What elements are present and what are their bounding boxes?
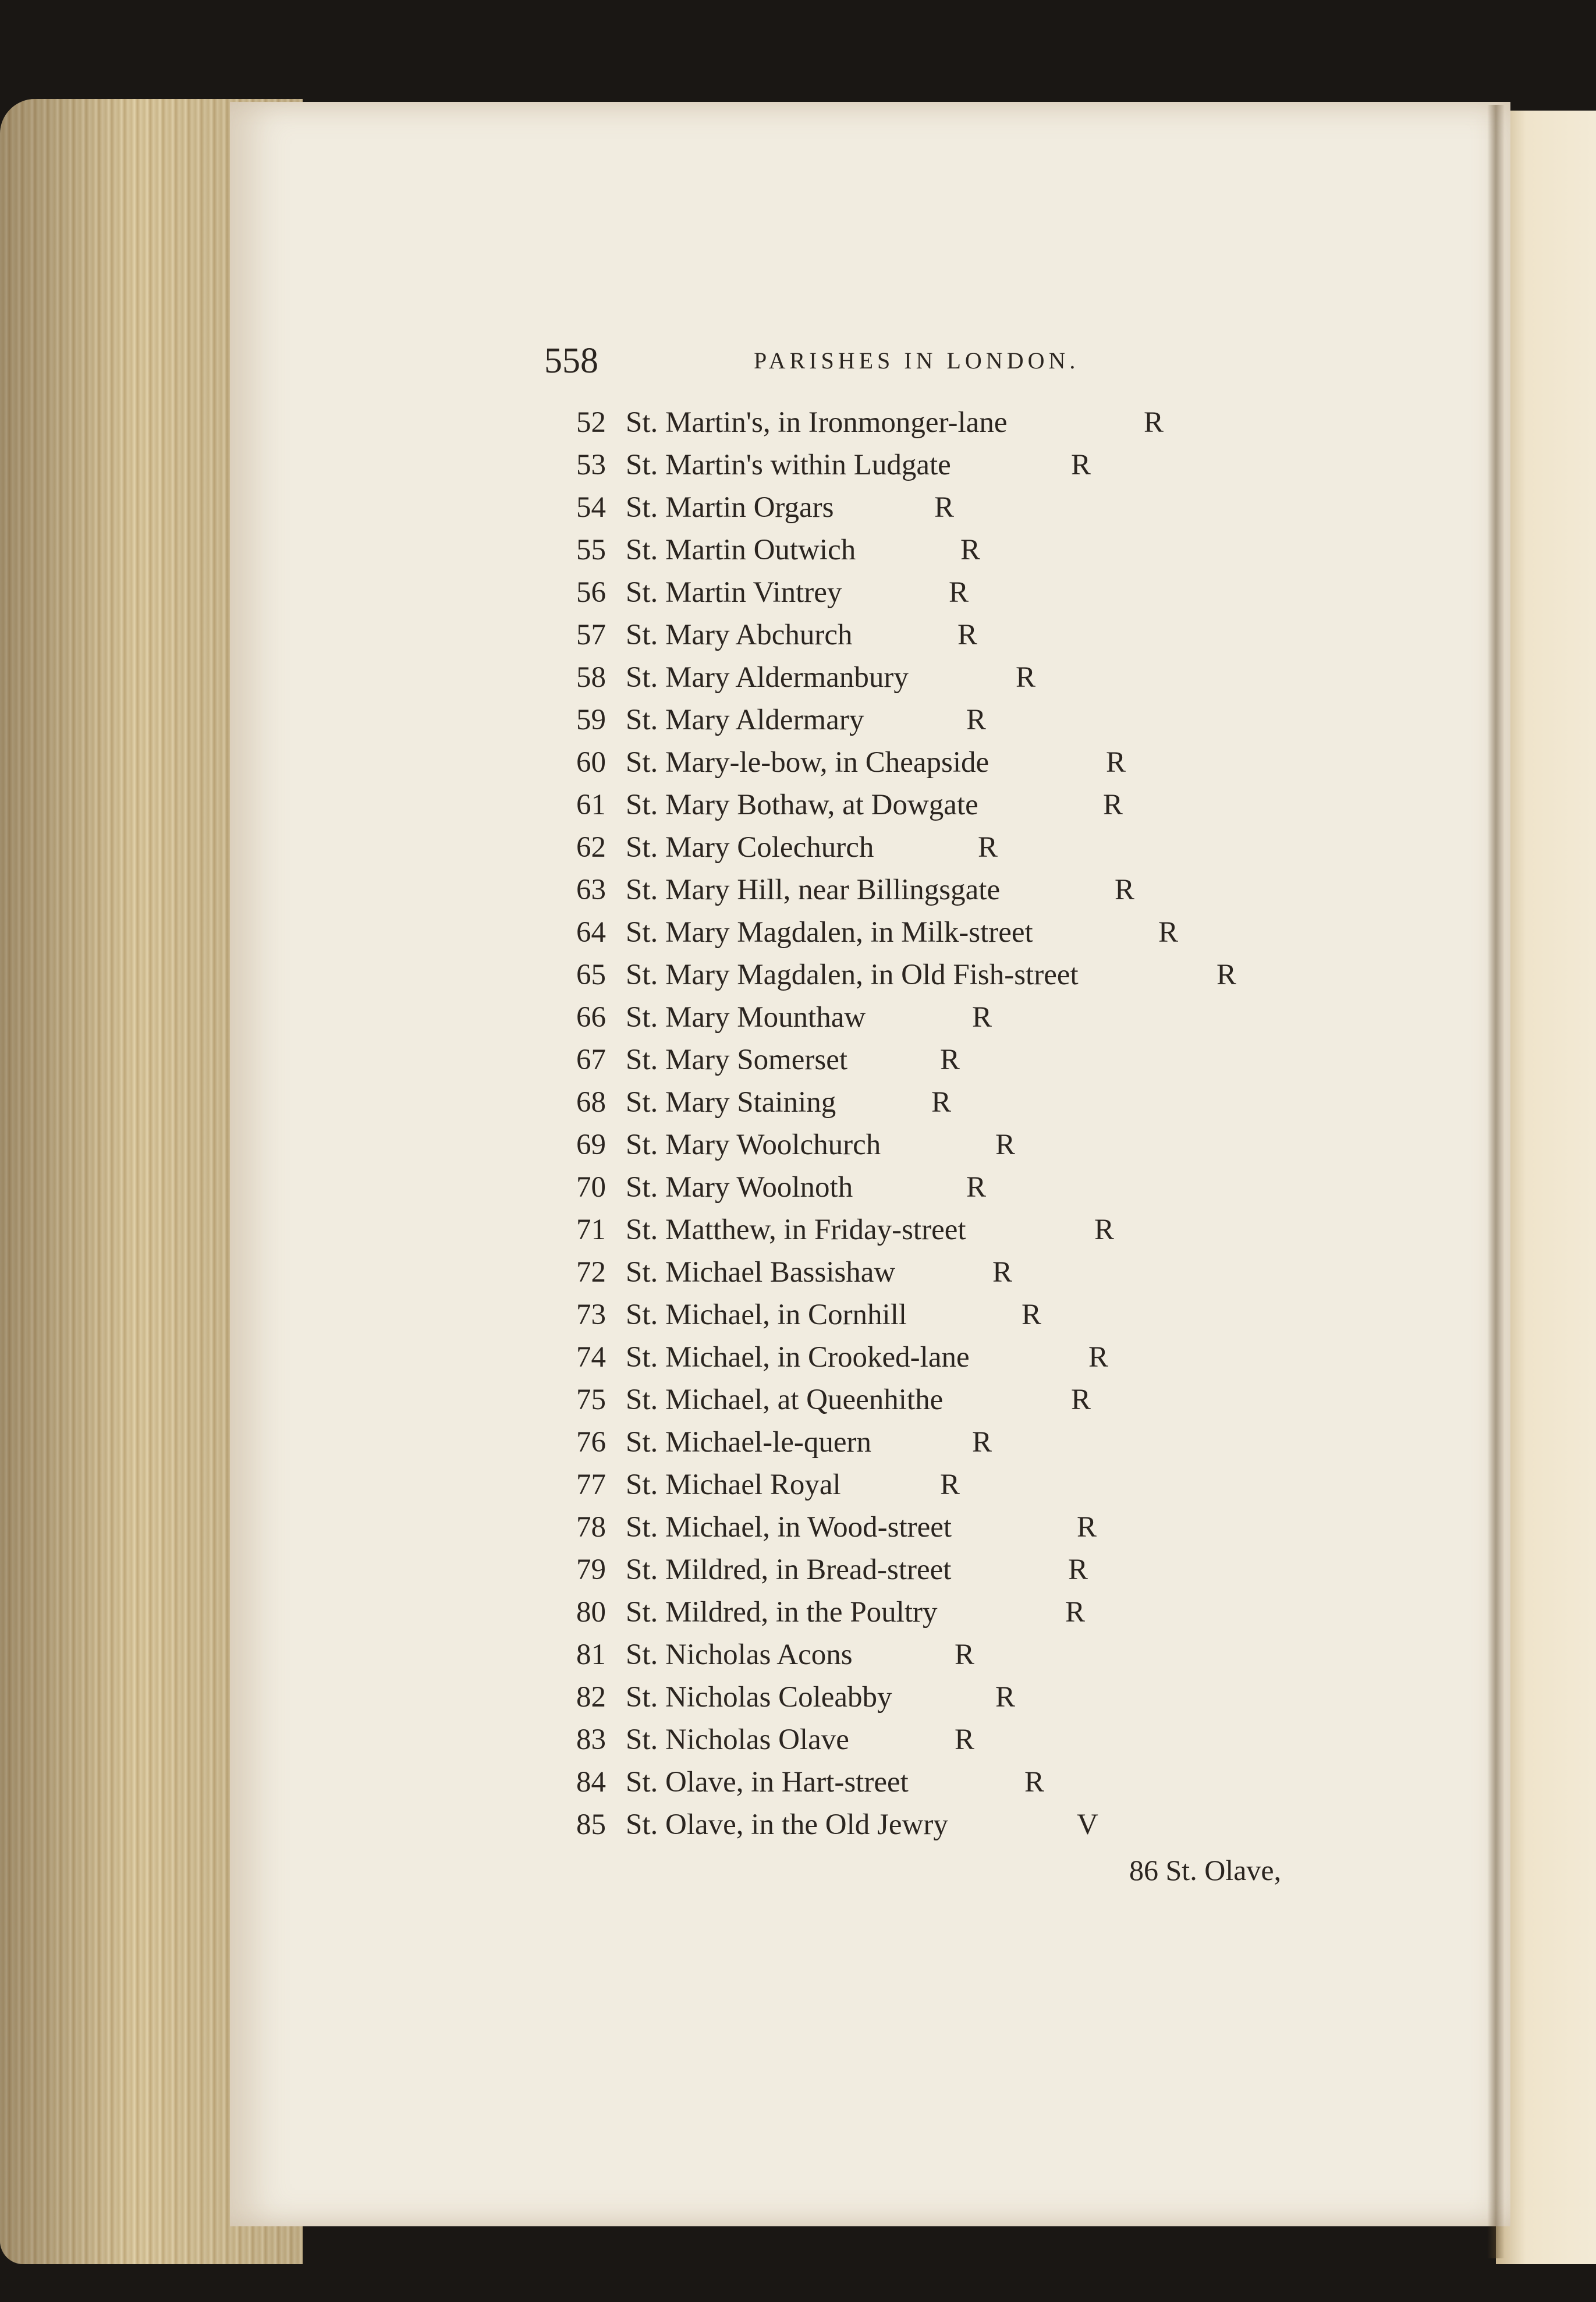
entry-number: 61 xyxy=(576,789,606,821)
list-item xyxy=(576,827,1391,869)
entry-mark: R xyxy=(1144,406,1164,439)
entry-number: 83 xyxy=(576,1723,606,1756)
entry-name: St. Michael, in Crooked-lane xyxy=(626,1341,970,1374)
list-item xyxy=(576,1464,1391,1506)
entry-name: St. Mary Aldermary xyxy=(626,704,864,736)
entry-mark: R xyxy=(972,1426,992,1459)
list-item xyxy=(576,869,1391,911)
entry-name: St. Olave, in the Old Jewry xyxy=(626,1808,948,1841)
entry-number: 58 xyxy=(576,661,606,694)
entry-number: 84 xyxy=(576,1766,606,1799)
entry-name: St. Nicholas Olave xyxy=(626,1723,849,1756)
list-item xyxy=(576,742,1391,784)
entry-name: St. Mary Somerset xyxy=(626,1044,848,1076)
entry-mark: R xyxy=(1158,916,1179,949)
entry-number: 55 xyxy=(576,534,606,566)
list-item xyxy=(576,402,1391,444)
entry-name: St. Mary Magdalen, in Old Fish-street xyxy=(626,959,1079,991)
entry-mark: R xyxy=(1022,1299,1042,1331)
list-item xyxy=(576,1591,1391,1634)
list-item xyxy=(576,1506,1391,1549)
book-gutter xyxy=(1487,105,1505,2258)
entry-number: 69 xyxy=(576,1129,606,1161)
entry-mark: R xyxy=(1106,746,1126,779)
entry-name: St. Mary Staining xyxy=(626,1086,836,1119)
entry-name: St. Michael Bassishaw xyxy=(626,1256,896,1289)
list-item xyxy=(576,1336,1391,1379)
entry-name: St. Mary Woolnoth xyxy=(626,1171,853,1204)
list-item xyxy=(576,1124,1391,1166)
entry-name: St. Mary Bothaw, at Dowgate xyxy=(626,789,978,821)
entry-number: 70 xyxy=(576,1171,606,1204)
list-item xyxy=(576,911,1391,954)
entry-number: 81 xyxy=(576,1638,606,1671)
list-item xyxy=(576,699,1391,742)
entry-number: 63 xyxy=(576,874,606,906)
entry-number: 66 xyxy=(576,1001,606,1034)
entry-mark: R xyxy=(995,1129,1016,1161)
entry-name: St. Nicholas Acons xyxy=(626,1638,853,1671)
entry-name: St. Mary Aldermanbury xyxy=(626,661,909,694)
entry-mark: R xyxy=(934,491,955,524)
entry-number: 56 xyxy=(576,576,606,609)
entry-number: 72 xyxy=(576,1256,606,1289)
entry-mark: R xyxy=(931,1086,952,1119)
list-item xyxy=(576,1421,1391,1464)
entry-mark: R xyxy=(1071,449,1091,481)
entry-name: St. Martin Orgars xyxy=(626,491,834,524)
entry-number: 77 xyxy=(576,1469,606,1501)
entry-number: 78 xyxy=(576,1511,606,1544)
entry-number: 75 xyxy=(576,1384,606,1416)
entry-name: St. Mary Abchurch xyxy=(626,619,853,651)
entry-mark: R xyxy=(1103,789,1123,821)
entry-name: St. Mary Magdalen, in Milk-street xyxy=(626,916,1033,949)
entry-name: St. Martin's within Ludgate xyxy=(626,449,951,481)
entry-number: 71 xyxy=(576,1214,606,1246)
entry-mark: R xyxy=(1071,1384,1091,1416)
entry-mark: R xyxy=(949,576,969,609)
entry-name: St. Mary-le-bow, in Cheapside xyxy=(626,746,989,779)
running-head: PARISHES IN LONDON. xyxy=(754,347,1080,374)
entry-mark: R xyxy=(1216,959,1237,991)
entry-mark: R xyxy=(955,1723,975,1756)
entry-mark: R xyxy=(955,1638,975,1671)
list-item xyxy=(576,572,1391,614)
list-item xyxy=(576,1549,1391,1591)
entry-mark: R xyxy=(992,1256,1013,1289)
entry-number: 59 xyxy=(576,704,606,736)
entry-name: St. Michael Royal xyxy=(626,1469,841,1501)
entry-name: St. Martin Outwich xyxy=(626,534,856,566)
entry-mark: R xyxy=(978,831,998,864)
entry-mark: V xyxy=(1077,1808,1098,1841)
entry-number: 65 xyxy=(576,959,606,991)
entry-number: 76 xyxy=(576,1426,606,1459)
list-item xyxy=(576,1209,1391,1251)
entry-mark: R xyxy=(1088,1341,1109,1374)
entry-name: St. Olave, in Hart-street xyxy=(626,1766,909,1799)
entry-mark: R xyxy=(972,1001,992,1034)
page-number: 558 xyxy=(544,341,598,381)
entry-name: St. Nicholas Coleabby xyxy=(626,1681,892,1714)
entry-number: 79 xyxy=(576,1553,606,1586)
entry-mark: R xyxy=(966,704,987,736)
entry-mark: R xyxy=(966,1171,987,1204)
entry-mark: R xyxy=(940,1469,960,1501)
entry-number: 53 xyxy=(576,449,606,481)
list-item xyxy=(576,954,1391,996)
list-item xyxy=(576,657,1391,699)
list-item xyxy=(576,784,1391,827)
entry-mark: R xyxy=(1077,1511,1097,1544)
entry-name: St. Mildred, in the Poultry xyxy=(626,1596,938,1629)
list-item xyxy=(576,1166,1391,1209)
list-item xyxy=(576,1379,1391,1421)
entry-number: 82 xyxy=(576,1681,606,1714)
entry-name: St. Michael, in Wood-street xyxy=(626,1511,952,1544)
list-item xyxy=(576,1294,1391,1336)
list-item xyxy=(576,529,1391,572)
entry-number: 73 xyxy=(576,1299,606,1331)
entry-mark: R xyxy=(1094,1214,1115,1246)
list-item xyxy=(576,1081,1391,1124)
entry-name: St. Martin Vintrey xyxy=(626,576,842,609)
entry-mark: R xyxy=(995,1681,1016,1714)
entry-name: St. Mary Mounthaw xyxy=(626,1001,866,1034)
list-item xyxy=(576,444,1391,487)
entry-name: St. Michael, at Queenhithe xyxy=(626,1384,944,1416)
entry-number: 85 xyxy=(576,1808,606,1841)
entry-mark: R xyxy=(1016,661,1036,694)
entry-number: 80 xyxy=(576,1596,606,1629)
entry-mark: R xyxy=(940,1044,960,1076)
entry-number: 74 xyxy=(576,1341,606,1374)
list-item xyxy=(576,487,1391,529)
entry-number: 60 xyxy=(576,746,606,779)
list-item xyxy=(576,1676,1391,1719)
entry-name: St. Mary Woolchurch xyxy=(626,1129,881,1161)
list-item xyxy=(576,614,1391,657)
entry-name: St. Mary Hill, near Billingsgate xyxy=(626,874,1001,906)
entry-mark: R xyxy=(1068,1553,1088,1586)
entry-mark: R xyxy=(957,619,978,651)
list-item xyxy=(576,1804,1391,1846)
entry-mark: R xyxy=(1115,874,1135,906)
catchword: 86 St. Olave, xyxy=(1129,1854,1282,1886)
entry-name: St. Michael-le-quern xyxy=(626,1426,872,1459)
parish-list xyxy=(576,402,1391,1846)
entry-name: St. Matthew, in Friday-street xyxy=(626,1214,966,1246)
entry-number: 67 xyxy=(576,1044,606,1076)
entry-number: 54 xyxy=(576,491,606,524)
entry-mark: R xyxy=(960,534,981,566)
entry-name: St. Mary Colechurch xyxy=(626,831,874,864)
entry-number: 57 xyxy=(576,619,606,651)
list-item xyxy=(576,1039,1391,1081)
entry-number: 64 xyxy=(576,916,606,949)
facing-page-edge xyxy=(1496,111,1596,2264)
entry-mark: R xyxy=(1024,1766,1045,1799)
list-item xyxy=(576,1251,1391,1294)
list-item xyxy=(576,996,1391,1039)
entry-name: St. Michael, in Cornhill xyxy=(626,1299,907,1331)
entry-number: 68 xyxy=(576,1086,606,1119)
entry-number: 52 xyxy=(576,406,606,439)
entry-mark: R xyxy=(1065,1596,1086,1629)
entry-name: St. Mildred, in Bread-street xyxy=(626,1553,952,1586)
entry-number: 62 xyxy=(576,831,606,864)
page-header xyxy=(544,338,1155,384)
list-item xyxy=(576,1761,1391,1804)
list-item xyxy=(576,1634,1391,1676)
list-item xyxy=(576,1719,1391,1761)
entry-name: St. Martin's, in Ironmonger-lane xyxy=(626,406,1008,439)
